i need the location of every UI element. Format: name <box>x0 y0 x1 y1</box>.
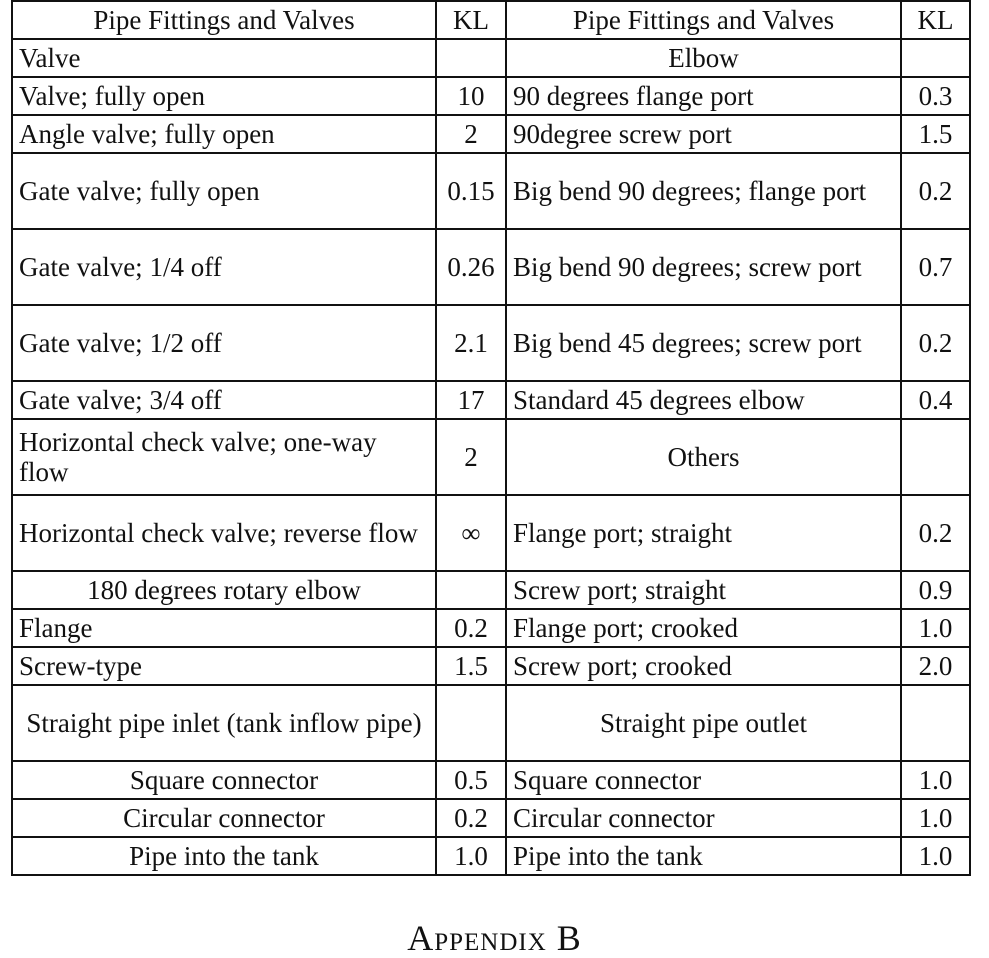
fitting-name-right: Standard 45 degrees elbow <box>506 381 901 419</box>
kl-value-right: 0.9 <box>901 571 970 609</box>
kl-value-right <box>901 39 970 77</box>
kl-value-left <box>436 685 506 761</box>
kl-value-right <box>901 419 970 495</box>
table-row <box>12 837 970 875</box>
table-row <box>12 305 970 381</box>
kl-value-right: 1.0 <box>901 837 970 875</box>
kl-value-right: 0.7 <box>901 229 970 305</box>
fitting-name-left: Angle valve; fully open <box>12 115 436 153</box>
kl-value-right: 1.0 <box>901 609 970 647</box>
fitting-name-left: Horizontal check valve; reverse flow <box>12 495 436 571</box>
fitting-name-right: Square connector <box>506 761 901 799</box>
kl-value-right: 0.2 <box>901 153 970 229</box>
fitting-name-right: Pipe into the tank <box>506 837 901 875</box>
fitting-name-right: 90 degrees flange port <box>506 77 901 115</box>
fitting-name-right: Screw port; straight <box>506 571 901 609</box>
table-row <box>12 77 970 115</box>
fitting-name-left: Square connector <box>12 761 436 799</box>
kl-value-left: 0.2 <box>436 799 506 837</box>
table-header-row <box>12 1 970 39</box>
table-row <box>12 39 970 77</box>
fitting-name-left: Horizontal check valve; one-way flow <box>12 419 436 495</box>
table-row <box>12 153 970 229</box>
fitting-name-right: Elbow <box>506 39 901 77</box>
fitting-name-right: Circular connector <box>506 799 901 837</box>
kl-value-left <box>436 571 506 609</box>
kl-value-right: 0.2 <box>901 305 970 381</box>
fitting-name-right: Straight pipe outlet <box>506 685 901 761</box>
fitting-name-left: Flange <box>12 609 436 647</box>
fitting-name-right: Screw port; crooked <box>506 647 901 685</box>
table-row <box>12 647 970 685</box>
kl-value-right: 0.4 <box>901 381 970 419</box>
fitting-name-left: Gate valve; 3/4 off <box>12 381 436 419</box>
kl-value-left: 0.15 <box>436 153 506 229</box>
kl-value-left <box>436 39 506 77</box>
appendix-heading: Appendix B <box>407 918 582 958</box>
table-row <box>12 571 970 609</box>
fitting-name-left: Straight pipe inlet (tank inflow pipe) <box>12 685 436 761</box>
kl-value-left: 2 <box>436 115 506 153</box>
loss-coefficient-table <box>11 0 971 876</box>
kl-value-right <box>901 685 970 761</box>
kl-value-right: 1.0 <box>901 761 970 799</box>
fitting-name-left: Circular connector <box>12 799 436 837</box>
fitting-name-left: Valve; fully open <box>12 77 436 115</box>
kl-value-left: 1.0 <box>436 837 506 875</box>
fitting-name-left: Gate valve; fully open <box>12 153 436 229</box>
kl-value-left: 2 <box>436 419 506 495</box>
table-row <box>12 685 970 761</box>
table-row <box>12 799 970 837</box>
table-row <box>12 609 970 647</box>
fitting-name-right: Flange port; straight <box>506 495 901 571</box>
table-row <box>12 229 970 305</box>
kl-value-left: 2.1 <box>436 305 506 381</box>
table-row <box>12 419 970 495</box>
table-row <box>12 495 970 571</box>
kl-value-left: 17 <box>436 381 506 419</box>
fitting-name-left: 180 degrees rotary elbow <box>12 571 436 609</box>
kl-value-left: 10 <box>436 77 506 115</box>
table-row <box>12 381 970 419</box>
fitting-name-right: 90degree screw port <box>506 115 901 153</box>
fitting-name-right: Others <box>506 419 901 495</box>
kl-value-right: 0.3 <box>901 77 970 115</box>
fitting-name-left: Valve <box>12 39 436 77</box>
kl-value-right: 1.0 <box>901 799 970 837</box>
kl-value-right: 0.2 <box>901 495 970 571</box>
fitting-name-right: Big bend 90 degrees; screw port <box>506 229 901 305</box>
fitting-name-left: Gate valve; 1/2 off <box>12 305 436 381</box>
kl-value-left: 0.2 <box>436 609 506 647</box>
fitting-name-right: Big bend 90 degrees; flange port <box>506 153 901 229</box>
fitting-name-left: Gate valve; 1/4 off <box>12 229 436 305</box>
fitting-name-left: Screw-type <box>12 647 436 685</box>
kl-value-left: 0.5 <box>436 761 506 799</box>
header-fittings-right: Pipe Fittings and Valves <box>506 1 901 39</box>
kl-value-right: 2.0 <box>901 647 970 685</box>
kl-value-left: 0.26 <box>436 229 506 305</box>
header-kl-right: KL <box>901 1 970 39</box>
table-body <box>12 39 970 875</box>
table-row <box>12 115 970 153</box>
fitting-name-right: Big bend 45 degrees; screw port <box>506 305 901 381</box>
kl-value-left: ∞ <box>436 495 506 571</box>
fitting-name-left: Pipe into the tank <box>12 837 436 875</box>
kl-value-left: 1.5 <box>436 647 506 685</box>
header-fittings-left: Pipe Fittings and Valves <box>12 1 436 39</box>
fitting-name-right: Flange port; crooked <box>506 609 901 647</box>
header-kl-left: KL <box>436 1 506 39</box>
table-row <box>12 761 970 799</box>
kl-value-right: 1.5 <box>901 115 970 153</box>
